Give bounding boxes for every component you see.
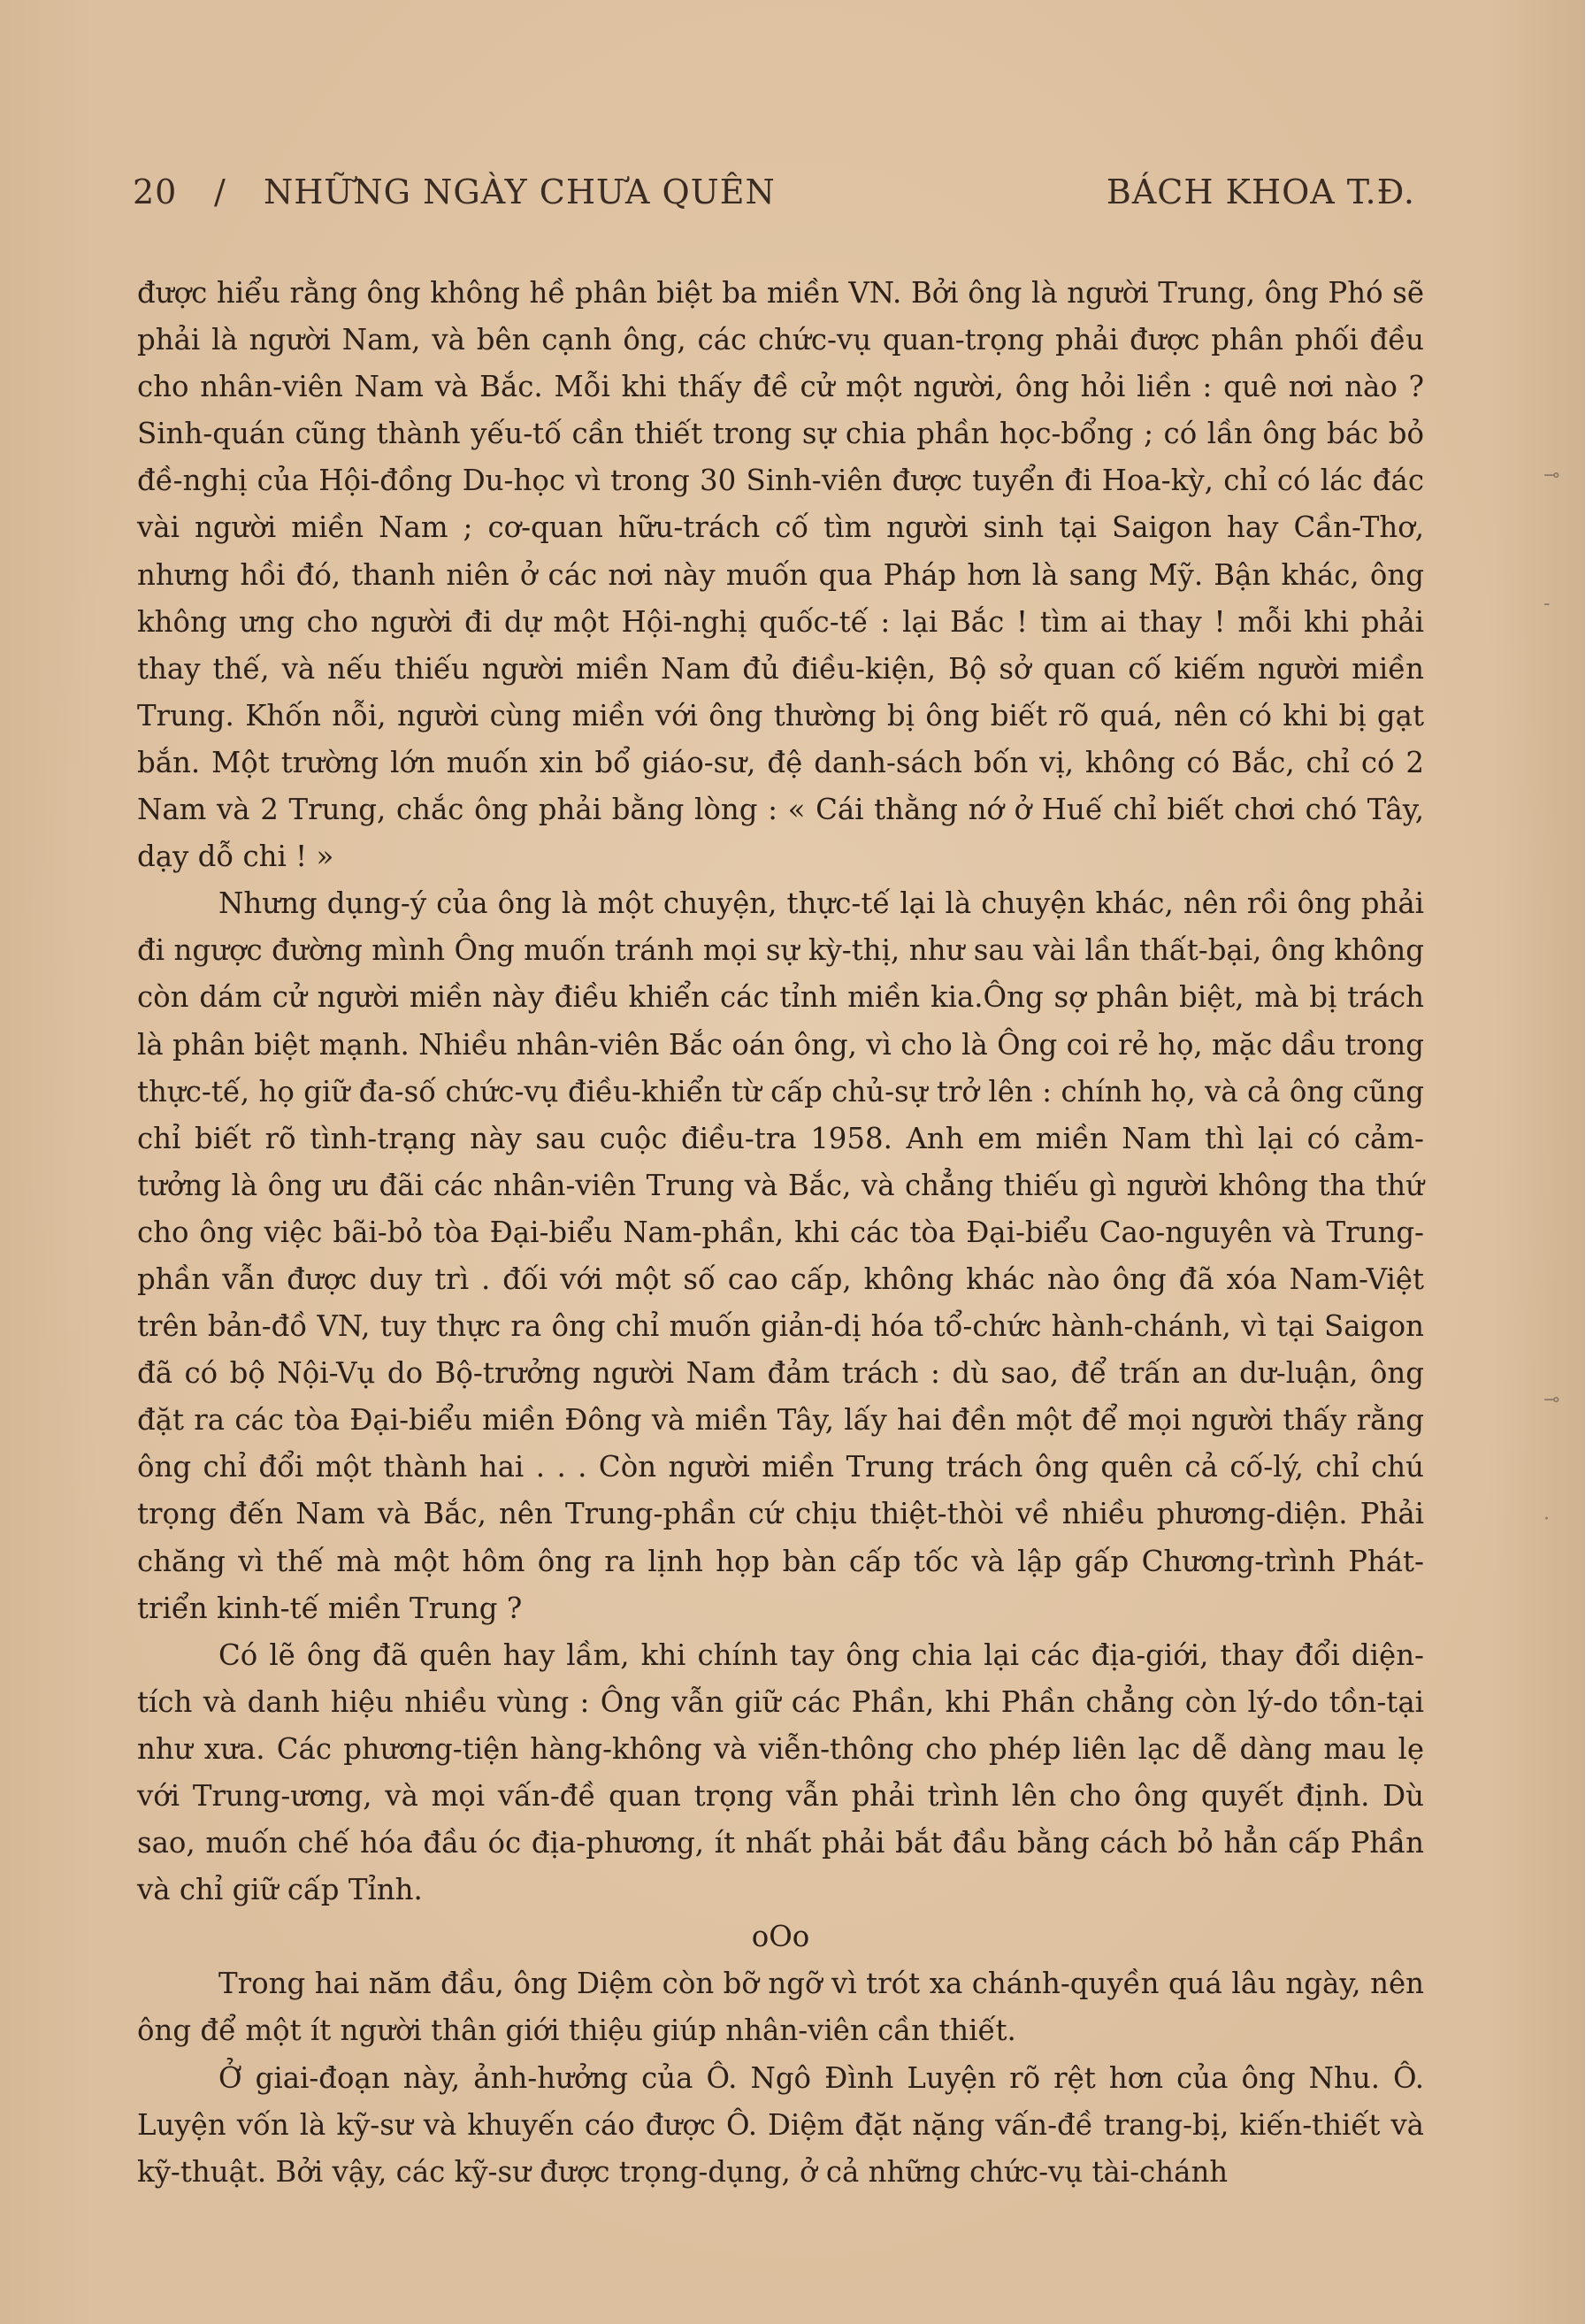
paragraph: Nhưng dụng-ý của ông là một chuyện, thực-tế lại là chuyện khác, nên rồi ông phải đi ngược đường mình Ông muốn tránh mọi sự kỳ-thị, như sau vài lần thất-bại, ông không còn dám cử người miền này điều khiển các tỉnh miền kia.Ông sợ phân biệt, mà bị trách là phân biệt mạnh. Nhiều nhân-viên Bắc oán ông, vì cho là Ông coi rẻ họ, mặc dầu trong thực-tế, họ giữ đa-số chức-vụ điều-khiển từ cấp chủ-sự trở lên : chính họ, và cả ông cũng chỉ biết rõ tình-trạng này sau cuộc điều-tra 1958. Anh em miền Nam thì lại có cảm-tưởng là ông ưu đãi các nhân-viên Trung và Bắc, và chẳng thiếu gì người không tha thứ cho ông việc bãi-bỏ tòa Đại-biểu Nam-phần, khi các tòa Đại-biểu Cao-nguyên và Trung-phần vẫn được duy trì . đối với một số cao cấp, không khác nào ông đã xóa Nam-Việt trên bản-đồ VN, tuy thực ra ông chỉ muốn giản-dị hóa tổ-chức hành-chánh, vì tại Saigon đã có bộ Nội-Vụ do Bộ-trưởng người Nam đảm trách : dù sao, để trấn an dư-luận, ông đặt ra các tòa Đại-biểu miền Đông và miền Tây, lấy hai đền một để mọi người thấy rằng ông chỉ đổi một thành hai . . . Còn người miền Trung trách ông quên cả cố-lý, chỉ chú trọng đến Nam và Bắc, nên Trung-phần cứ chịu thiệt-thòi về nhiều phương-diện. Phải chăng vì thế mà một hôm ông ra lịnh họp bàn cấp tốc và lập gấp Chương-trình Phát-triển kinh-tế miền Trung ?	[137, 886, 1424, 1625]
paragraph: được hiểu rằng ông không hề phân biệt ba miền VN. Bởi ông là người Trung, ông Phó sẽ phải là người Nam, và bên cạnh ông, các chức-vụ quan-trọng phải được phân phối đều cho nhân-viên Nam và Bắc. Mỗi khi thấy đề cử một người, ông hỏi liền : quê nơi nào ? Sinh-quán cũng thành yếu-tố cần thiết trong sự chia phần học-bổng ; có lần ông bác bỏ đề-nghị của Hội-đồng Du-học vì trong 30 Sinh-viên được tuyển đi Hoa-kỳ, chỉ có lác đác vài người miền Nam ; cơ-quan hữu-trách cố tìm người sinh tại Saigon hay Cần-Thơ, nhưng hồi đó, thanh niên ở các nơi này muốn qua Pháp hơn là sang Mỹ. Bận khác, ông không ưng cho người đi dự một Hội-nghị quốc-tế : lại Bắc ! tìm ai thay ! mỗi khi phải thay thế, và nếu thiếu người miền Nam đủ điều-kiện, Bộ sở quan cố kiếm người miền Trung. Khốn nỗi, người cùng miền với ông thường bị ông biết rõ quá, nên có khi bị gạt bắn. Một trường lớn muốn xin bổ giáo-sư, đệ danh-sách bốn vị, không có Bắc, chỉ có 2 Nam và 2 Trung, chắc ông phải bằng lòng : « Cái thằng nớ ở Huế chỉ biết chơi chó Tây, dạy dỗ chi ! »	[137, 276, 1424, 874]
page-number: 20	[133, 173, 178, 211]
margin-mark: ⊸	[1543, 464, 1560, 487]
section-separator: oOo	[751, 1920, 810, 1954]
paragraph: Ở giai-đoạn này, ảnh-hưởng của Ô. Ngô Đình Luyện rõ rệt hơn của ông Nhu. Ô. Luyện vốn là kỹ-sư và khuyến cáo được Ô. Diệm đặt nặng vấn-đề trang-bị, kiến-thiết và kỹ-thuật. Bởi vậy, các kỹ-sư được trọng-dụng, ở cả những chức-vụ tài-chánh	[137, 2060, 1424, 2189]
paragraph: Trong hai năm đầu, ông Diệm còn bỡ ngỡ vì trót xa chánh-quyền quá lâu ngày, nên ông để một ít người thân giới thiệu giúp nhân-viên cần thiết.	[137, 1967, 1424, 2048]
margin-mark: ·	[1543, 1508, 1550, 1530]
body-text	[137, 270, 1424, 2196]
page-header	[133, 173, 1415, 226]
margin-mark: ⊸	[1543, 1389, 1560, 1411]
publication-name: BÁCH KHOA T.Đ.	[1106, 173, 1415, 211]
paragraph: Có lẽ ông đã quên hay lầm, khi chính tay ông chia lại các địa-giới, thay đổi diện-tích và danh hiệu nhiều vùng : Ông vẫn giữ các Phần, khi Phần chẳng còn lý-do tồn-tại như xưa. Các phương-tiện hàng-không và viễn-thông cho phép liên lạc dễ dàng mau lẹ với Trung-ương, và mọi vấn-đề quan trọng vẫn phải trình lên cho ông quyết định. Dù sao, muốn chế hóa đầu óc địa-phương, ít nhất phải bắt đầu bằng cách bỏ hẳn cấp Phần và chỉ giữ cấp Tỉnh.	[137, 1638, 1424, 1907]
margin-mark: -	[1543, 593, 1551, 615]
header-separator: /	[214, 173, 226, 211]
running-title: NHỮNG NGÀY CHƯA QUÊN	[264, 173, 776, 211]
